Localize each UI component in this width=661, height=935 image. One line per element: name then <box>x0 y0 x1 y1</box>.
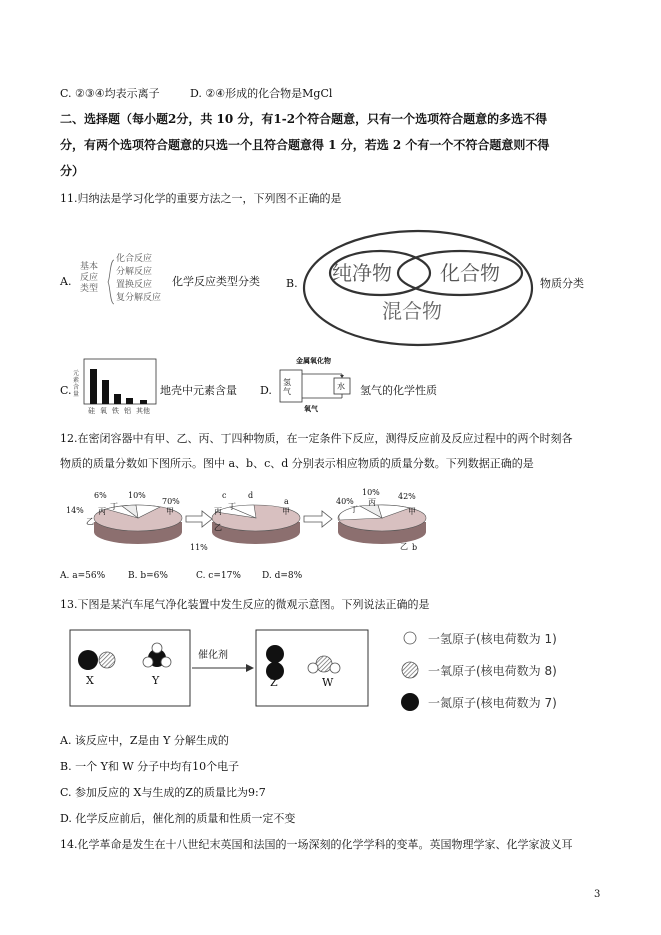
molecule-z-label: Z <box>270 676 278 689</box>
x-oxygen-atom <box>99 652 115 668</box>
bar-fe <box>114 394 121 404</box>
pie1-jia-name: 甲 <box>166 507 174 516</box>
q11-b-label: B. <box>286 277 298 290</box>
prev-option-c: C. ②③④均表示离子 <box>60 87 160 100</box>
q13-option-a: A. 该反应中，Z是由 Y 分解生成的 <box>60 734 229 747</box>
q11-a-caption: 化学反应类型分类 <box>172 275 260 288</box>
w-hydrogen-atom-1 <box>308 663 318 673</box>
q12-option-c: C. c=17% <box>196 571 241 581</box>
q11-a-label: A. <box>60 275 72 288</box>
prev-option-d: D. ②④形成的化合物是MgCl <box>190 87 333 100</box>
q12-line2: 物质的质量分数如下图所示。图中 a、b、c、d 分别表示相应物质的质量分数。下列数据正确的是 <box>60 457 534 470</box>
pie2-bing-name: 丙 <box>214 507 222 516</box>
pie2-yi-name: 乙 <box>214 523 222 532</box>
bar-si <box>90 369 97 404</box>
pie3-b: b <box>412 543 418 552</box>
reaction-item-2: 分解反应 <box>116 267 153 277</box>
q12-option-b: B. b=6% <box>128 571 168 581</box>
compound-label: 化合物 <box>440 261 500 285</box>
q11-stem: 11.归纳法是学习化学的重要方法之一，下列图不正确的是 <box>60 192 342 205</box>
bar-o <box>102 380 109 404</box>
pie2-jia-name: 甲 <box>282 507 290 516</box>
exhaust-reaction-diagram <box>60 622 380 714</box>
y-hydrogen-atom-3 <box>152 643 162 653</box>
hydrogen-label: 氢气 <box>283 378 291 396</box>
pie3-ding-name: 丁 <box>350 505 358 514</box>
q13-option-c: C. 参加反应的 X与生成的Z的质量比为9:7 <box>60 786 266 799</box>
pure-substance-label: 纯净物 <box>332 261 392 285</box>
q11-c-label: C. <box>60 384 72 397</box>
pie1-jia-pct: 70% <box>162 497 180 506</box>
pie2-ding-name: 丁 <box>228 502 236 511</box>
x-nitrogen-atom <box>78 650 98 670</box>
arrow-1 <box>186 511 212 527</box>
pie2-d: d <box>248 491 254 500</box>
pie1-ding-pct: 6% <box>94 491 107 500</box>
bar-other <box>140 400 147 404</box>
y-hydrogen-atom-2 <box>161 657 171 667</box>
z-nitrogen-atom-1 <box>266 645 284 663</box>
q12-option-a: A. a=56% <box>60 571 106 581</box>
q12-line1: 12.在密闭容器中有甲、乙、丙、丁四种物质，在一定条件下反应，测得反应前及反应过程中的两个时刻各 <box>60 432 573 445</box>
bar-label-si: 硅 <box>88 407 95 415</box>
oxygen-legend-icon <box>402 662 418 678</box>
reaction-item-4: 复分解反应 <box>116 293 162 303</box>
pie1-yi-pct: 14% <box>66 506 84 515</box>
hydrogen-legend-icon <box>404 632 416 644</box>
pie3-yi-name: 乙 <box>400 542 408 551</box>
q14-line1: 14.化学革命是发生在十八世纪末英国和法国的一场深刻的化学学科的变革。英国物理学家、化学家波义耳 <box>60 838 573 851</box>
pie2-c: c <box>222 491 227 500</box>
water-label: 水 <box>337 382 345 391</box>
pie2-yi-pct: 11% <box>190 543 208 552</box>
pie1-ding-name: 丁 <box>110 502 118 511</box>
mixture-label: 混合物 <box>382 299 442 323</box>
bar-label-other: 其他 <box>136 407 150 415</box>
pie3-jia-pct: 42% <box>398 492 416 501</box>
section2-line3: 分） <box>60 164 85 178</box>
pie1-bing-pct: 10% <box>128 491 146 500</box>
y-hydrogen-atom-1 <box>143 657 153 667</box>
section2-line1: 二、选择题（每小题2分，共 10 分，有1-2个符合题意，只有一个选项符合题意的多选不得 <box>60 112 548 126</box>
pie1-bing-name: 丙 <box>98 507 106 516</box>
q11-d-caption: 氢气的化学性质 <box>360 384 437 397</box>
bar-label-fe: 铁 <box>112 407 119 415</box>
q13-option-b: B. 一个 Y和 W 分子中均有10个电子 <box>60 760 240 773</box>
q11-c-caption: 地壳中元素含量 <box>160 384 237 397</box>
molecule-y-label: Y <box>152 674 160 687</box>
oxygen-label: 氧气 <box>304 404 318 413</box>
reaction-root-label: 基本反应类型 <box>80 262 99 294</box>
molecule-w-label: W <box>322 676 334 689</box>
bar-label-o: 氧 <box>100 407 107 415</box>
legend-oxygen: 一氧原子(核电荷数为 8) <box>428 664 557 678</box>
crust-ylabel: 元素含量 <box>73 370 80 398</box>
bar-al <box>126 398 133 404</box>
legend-nitrogen: 一氮原子(核电荷数为 7) <box>428 696 557 710</box>
arrow-2 <box>304 511 332 527</box>
w-oxygen-atom <box>316 656 332 672</box>
page-number: 3 <box>594 889 601 900</box>
molecule-x-label: X <box>86 674 94 687</box>
q11-b-caption: 物质分类 <box>540 277 584 290</box>
pie3-bing-pct: 10% <box>362 488 380 497</box>
reaction-item-3: 置换反应 <box>116 280 153 290</box>
nitrogen-legend-icon <box>401 693 419 711</box>
metal-oxide-label: 金属氧化物 <box>296 356 331 365</box>
pie3-bing-name: 丙 <box>368 498 376 507</box>
w-hydrogen-atom-2 <box>330 663 340 673</box>
pie3-jia-name: 甲 <box>408 507 416 516</box>
atom-legend-icons <box>398 628 428 718</box>
q13-option-d: D. 化学反应前后，催化剂的质量和性质一定不变 <box>60 812 296 825</box>
reaction-item-1: 化合反应 <box>116 254 153 264</box>
section2-line2: 分，有两个选项符合题意的只选一个且符合题意得 1 分，若选 2 个有一个不符合题意则不得 <box>60 138 550 152</box>
pie1-yi-name: 乙 <box>86 517 94 526</box>
legend-hydrogen: 一氢原子(核电荷数为 1) <box>428 632 557 646</box>
q12-option-d: D. d=8% <box>262 571 303 581</box>
q11-d-label: D. <box>260 384 272 397</box>
substance-classification-diagram <box>300 228 536 348</box>
catalyst-label: 催化剂 <box>198 650 228 661</box>
bar-label-al: 铝 <box>124 407 131 415</box>
pie2-a: a <box>284 497 289 506</box>
pie3-ding-pct: 40% <box>336 497 354 506</box>
q13-stem: 13.下图是某汽车尾气净化装置中发生反应的微观示意图。下列说法正确的是 <box>60 598 430 611</box>
